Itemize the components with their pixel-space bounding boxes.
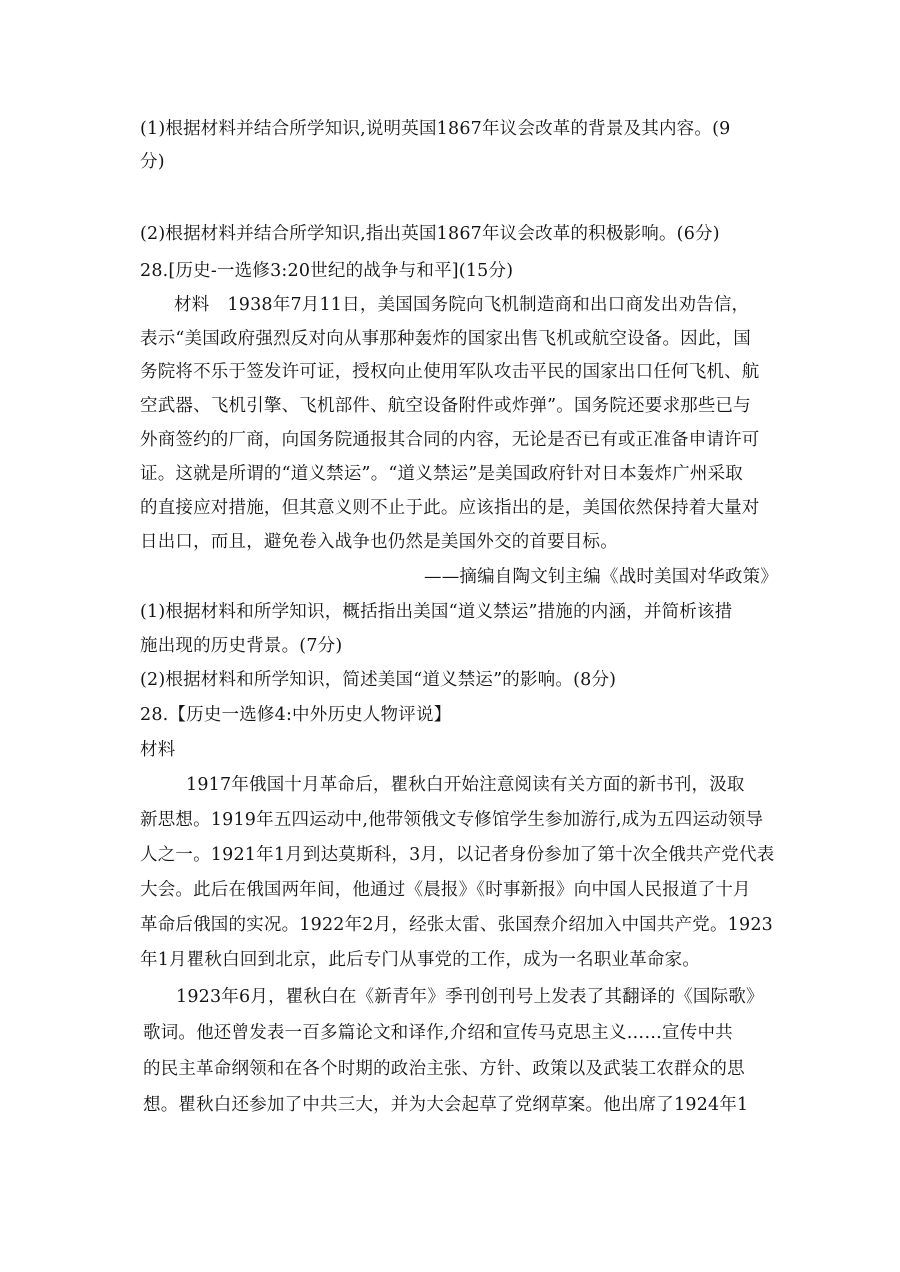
q28a-sub1-line2: 施出现的历史背景。(7分) <box>140 636 343 656</box>
q28a-material-line5: 外商签约的厂商，向国务院通报其合同的内容，无论是否已有或正准备申请许可 <box>140 430 760 450</box>
q28b-para1-line2: 新思想。1919年五四运动中,他带领俄文专修馆学生参加游行,成为五四运动领导 <box>140 810 764 830</box>
q27-sub1-line1: (1)根据材料并结合所学知识,说明英国1867年议会改革的背景及其内容。(9 <box>140 119 731 139</box>
q28a-sub1-line1: (1)根据材料和所学知识，概括指出美国“道义禁运”措施的内涵，并简析该措 <box>140 602 733 622</box>
q28b-para2-line3: 的民主革命纲领和在各个时期的政治主张、方针、政策以及武装工农群众的思 <box>143 1059 745 1079</box>
q28b-para2-line4: 想。瞿秋白还参加了中共三大，并为大会起草了党纲草案。他出席了1924年1 <box>143 1095 749 1115</box>
q28a-material-line3: 务院将不乐于签发许可证，授权向止使用军队攻击平民的国家出口任何飞机、航 <box>140 362 760 382</box>
q28b-para1-line1: 1917年俄国十月革命后，瞿秋白开始注意阅读有关方面的新书刊，汲取 <box>186 775 745 795</box>
q28b-para2-line1: 1923年6月，瞿秋白在《新青年》季刊创刊号上发表了其翻译的《国际歌》 <box>176 987 764 1007</box>
q28a-material-line7: 的直接应对措施，但其意义则不止于此。应该指出的是，美国依然保持着大量对 <box>140 498 760 518</box>
q28b-para1-line5: 革命后俄国的实况。1922年2月，经张太雷、张国焘介绍加入中国共产党。1923 <box>140 915 774 935</box>
q28a-material-line2: 表示“美国政府强烈反对向从事那种轰炸的国家出售飞机或航空设备。因此，国 <box>140 329 751 349</box>
q28a-material-line4: 空武器、飞机引擎、飞机部件、航空设备附件或炸弹”。国务院还要求那些已与 <box>140 396 751 416</box>
q28a-material-label: 材料 <box>174 295 210 315</box>
q28b-material-label: 材料 <box>140 740 176 760</box>
q28a-material-line8: 日出口，而且，避免卷入战争也仍然是美国外交的首要目标。 <box>140 532 618 552</box>
q28a-sub2: (2)根据材料和所学知识，简述美国“道义禁运”的影响。(8分) <box>140 670 617 690</box>
q28a-heading: 28.[历史-一选修3:20世纪的战争与和平](15分) <box>140 261 514 281</box>
q28b-para1-line3: 人之一。1921年1月到达莫斯科，3月，以记者身份参加了第十次全俄共产党代表 <box>140 845 775 865</box>
q27-sub2: (2)根据材料并结合所学知识,指出英国1867年议会改革的积极影响。(6分) <box>140 224 720 244</box>
q28b-heading: 28.【历史一选修4:中外历史人物评说】 <box>140 705 452 725</box>
q28a-material-line1: 材料 1938年7月11日，美国国务院向飞机制造商和出口商发出劝告信， <box>174 295 750 315</box>
q28b-para1-line6: 年1月瞿秋白回到北京，此后专门从事党的工作，成为一名职业革命家。 <box>140 950 701 970</box>
q28a-source: ——摘编自陶文钊主编《战时美国对华政策》 <box>424 567 778 587</box>
q28a-material-line6: 证。这就是所谓的“道义禁运”。“道义禁运”是美国政府针对日本轰炸广州采取 <box>140 464 743 484</box>
q27-sub1-line2: 分) <box>140 152 165 172</box>
q28b-para1-line4: 大会。此后在俄国两年间，他通过《晨报》《时事新报》向中国人民报道了十月 <box>140 880 751 900</box>
q28b-para2-line2: 歌词。他还曾发表一百多篇论文和译作,介绍和宣传马克思主义……宣传中共 <box>143 1023 733 1043</box>
